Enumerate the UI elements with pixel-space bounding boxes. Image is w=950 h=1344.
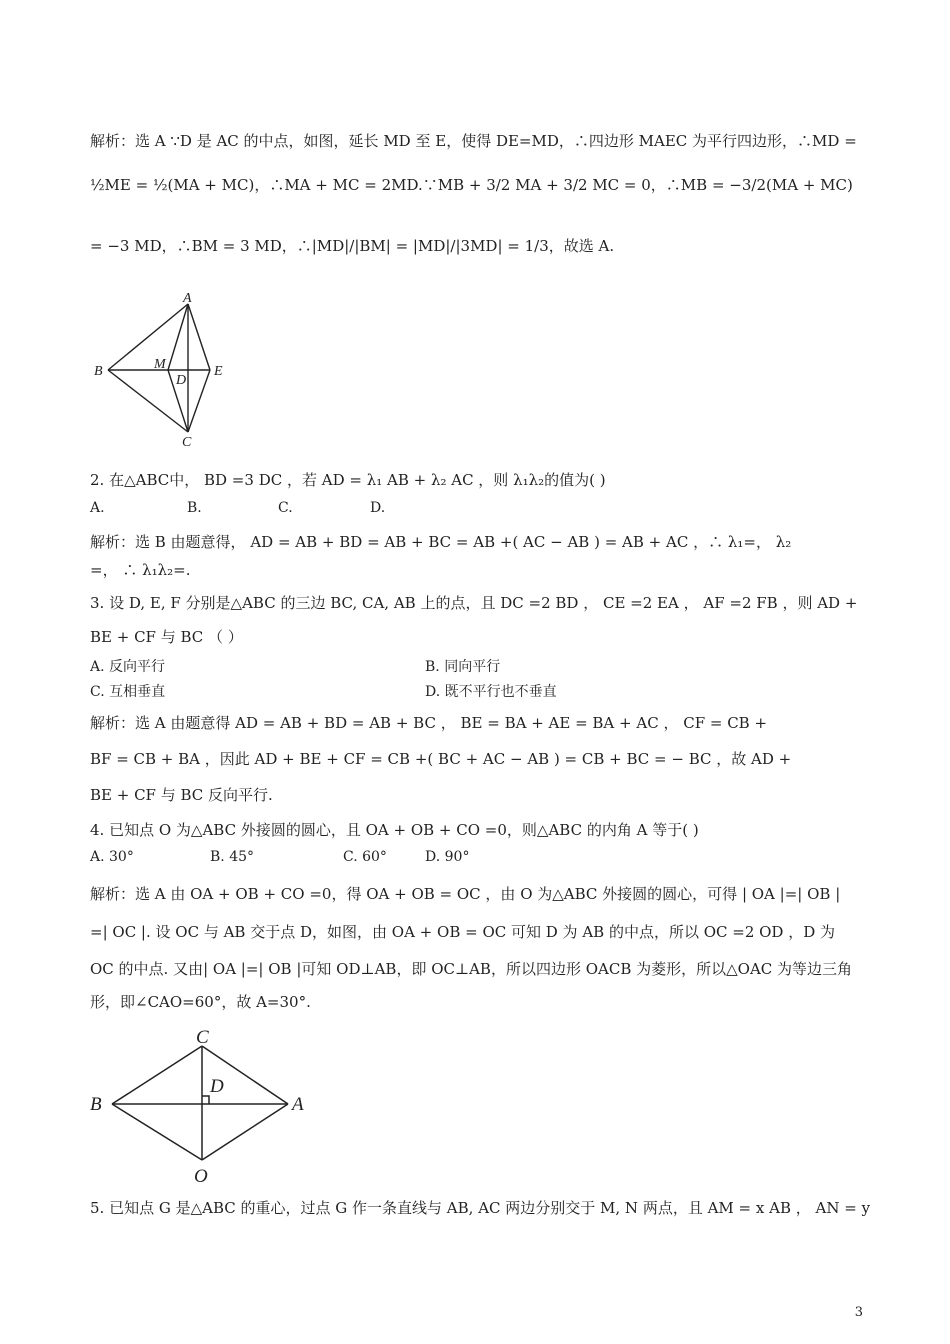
q2-option-a: A.	[90, 500, 105, 516]
q3-option-d: D. 既不平行也不垂直	[425, 684, 557, 700]
q1-solution-line-1: 解析：选 A ∵D 是 AC 的中点，如图，延长 MD 至 E，使得 DE=MD，∴四边形 MAEC 为平行四边形，∴MD =	[90, 132, 857, 150]
q4-solution-line-2: =| OC |. 设 OC 与 AB 交于点 D，如图，由 OA + OB = OC 可知 D 为 AB 的中点，所以 OC =2 OD ，D 为	[90, 923, 836, 941]
q1-label-b: B	[94, 364, 103, 379]
q5-stem: 5. 已知点 G 是△ABC 的重心，过点 G 作一条直线与 AB, AC 两边分别交于 M, N 两点，且 AM = x AB ， AN = y	[90, 1199, 871, 1217]
q1-label-m: M	[154, 357, 166, 372]
q3-option-c: C. 互相垂直	[90, 684, 166, 700]
q2-option-d: D.	[370, 500, 386, 516]
q4-solution-line-4: 形，即∠CAO=60°，故 A=30°.	[90, 993, 311, 1011]
q2-option-b: B.	[187, 500, 202, 516]
q3-stem-line-2: BE + CF 与 BC （ ）	[90, 628, 243, 646]
q2-solution-line-1: 解析：选 B 由题意得， AD = AB + BD = AB + BC = AB +( AC − AB ) = AB + AC ，∴ λ₁=， λ₂	[90, 533, 792, 551]
q1-label-d: D	[176, 373, 187, 388]
q1-label-c: C	[182, 435, 192, 450]
q4-option-c: C. 60°	[343, 849, 387, 865]
q4-option-d: D. 90°	[425, 849, 470, 865]
q1-kite-figure	[88, 290, 238, 450]
q4-option-a: A. 30°	[90, 849, 134, 865]
q3-option-b: B. 同向平行	[425, 659, 501, 675]
q3-solution-line-3: BE + CF 与 BC 反向平行.	[90, 786, 273, 804]
q4-label-b: B	[90, 1094, 102, 1115]
page-number: 3	[854, 1305, 863, 1320]
q2-option-c: C.	[278, 500, 293, 516]
q4-solution-line-3: OC 的中点. 又由| OA |=| OB |可知 OD⊥AB，即 OC⊥AB，所以四边形 OACB 为菱形，所以△OAC 为等边三角	[90, 960, 853, 978]
q4-stem: 4. 已知点 O 为△ABC 外接圆的圆心，且 OA + OB + CO =0，则△ABC 的内角 A 等于( )	[90, 821, 699, 839]
q1-solution-line-2: ½ME = ½(MA + MC)，∴MA + MC = 2MD.∵MB + 3/2 MA + 3/2 MC = 0，∴MB = −3/2(MA + MC)	[90, 176, 853, 194]
q3-solution-line-1: 解析：选 A 由题意得 AD = AB + BD = AB + BC ， BE = BA + AE = BA + AC ， CF = CB +	[90, 714, 768, 732]
q4-label-a: A	[292, 1094, 304, 1115]
q2-solution-line-2: =， ∴ λ₁λ₂=.	[90, 561, 191, 579]
q4-rhombus-figure	[86, 1024, 326, 1186]
q4-label-d: D	[210, 1076, 224, 1097]
q2-stem: 2. 在△ABC中， BD =3 DC ，若 AD = λ₁ AB + λ₂ AC ，则 λ₁λ₂的值为( )	[90, 471, 606, 489]
q4-label-c: C	[196, 1027, 209, 1048]
q4-option-b: B. 45°	[210, 849, 255, 865]
q1-label-e: E	[214, 364, 223, 379]
q3-option-a: A. 反向平行	[90, 659, 166, 675]
q3-solution-line-2: BF = CB + BA ，因此 AD + BE + CF = CB +( BC + AC − AB ) = CB + BC = − BC ，故 AD +	[90, 750, 792, 768]
q4-label-o: O	[194, 1166, 208, 1186]
q1-label-a: A	[183, 291, 192, 306]
q3-stem-line-1: 3. 设 D, E, F 分别是△ABC 的三边 BC, CA, AB 上的点，且 DC =2 BD ， CE =2 EA ， AF =2 FB ，则 AD +	[90, 594, 858, 612]
q4-solution-line-1: 解析：选 A 由 OA + OB + CO =0，得 OA + OB = OC ，由 O 为△ABC 外接圆的圆心，可得 | OA |=| OB |	[90, 885, 841, 903]
q1-solution-line-3: = −3 MD，∴BM = 3 MD，∴|MD|/|BM| = |MD|/|3MD| = 1/3，故选 A.	[90, 237, 615, 255]
